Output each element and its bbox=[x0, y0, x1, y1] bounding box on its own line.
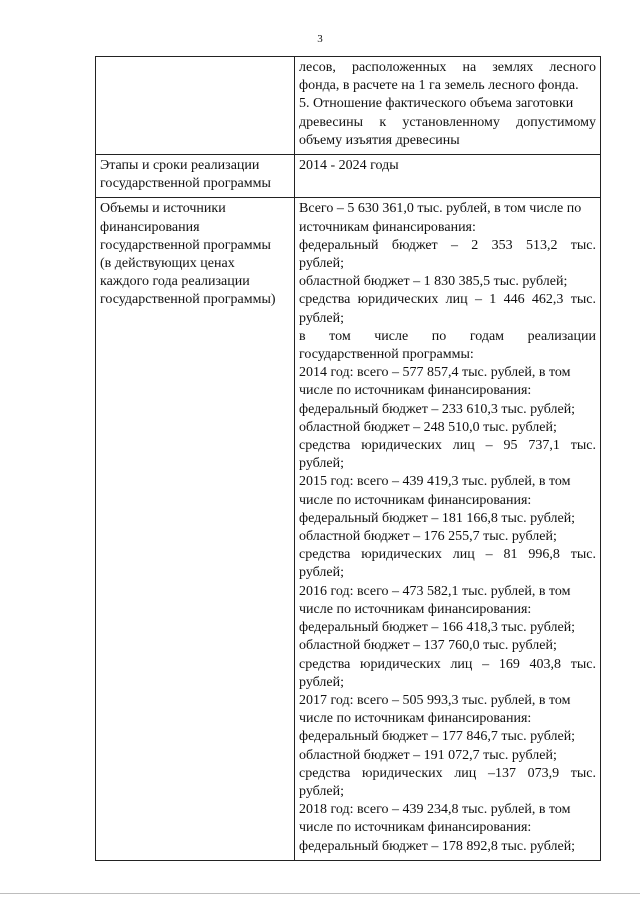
value-line: средства юридических лиц – 81 996,8 тыс. bbox=[299, 547, 596, 563]
value-line: рублей; bbox=[299, 310, 344, 326]
label-line: государственной программы bbox=[100, 237, 271, 253]
value-line: лесов, расположенных на землях лесного bbox=[299, 60, 596, 75]
value-line: в том числе по годам реализации bbox=[299, 328, 596, 344]
row-value-cell bbox=[295, 198, 601, 860]
value-line: рублей; bbox=[299, 565, 344, 581]
value-line: средства юридических лиц – 169 403,8 тыс. bbox=[299, 656, 596, 672]
value-line: 2014 год: всего – 577 857,4 тыс. рублей, в том bbox=[299, 365, 571, 381]
row-value-cell bbox=[295, 57, 601, 155]
value-line: числе по источникам финансирования: bbox=[299, 383, 532, 399]
value-line: числе по источникам финансирования: bbox=[299, 711, 532, 727]
value-line: областной бюджет – 1 830 385,5 тыс. рублей; bbox=[299, 274, 568, 290]
label-line: финансирования bbox=[100, 219, 200, 235]
value-line: федеральный бюджет – 181 166,8 тыс. рублей; bbox=[299, 510, 576, 526]
value-line: средства юридических лиц – 1 446 462,3 тыс. bbox=[299, 292, 596, 308]
value-line: 2016 год: всего – 473 582,1 тыс. рублей, в том bbox=[299, 583, 571, 599]
value-line: древесины к установленному допустимому bbox=[299, 114, 596, 130]
value-line: федеральный бюджет – 233 610,3 тыс. рублей; bbox=[299, 401, 576, 417]
label-line: Объемы и источники bbox=[100, 201, 226, 217]
value-line: числе по источникам финансирования: bbox=[299, 492, 532, 508]
value-line: фонда, в расчете на 1 га земель лесного фонда. bbox=[299, 78, 579, 94]
value-line: федеральный бюджет – 2 353 513,2 тыс. bbox=[299, 237, 596, 253]
value-line: числе по источникам финансирования: bbox=[299, 820, 532, 836]
value-line: федеральный бюджет – 177 846,7 тыс. рублей; bbox=[299, 729, 576, 745]
value-line: 2015 год: всего – 439 419,3 тыс. рублей, в том bbox=[299, 474, 571, 490]
value-line: 2014 - 2024 годы bbox=[299, 158, 399, 174]
row-label-cell bbox=[96, 57, 295, 155]
value-line: областной бюджет – 248 510,0 тыс. рублей; bbox=[299, 419, 557, 435]
value-line: рублей; bbox=[299, 674, 344, 690]
row-label-cell bbox=[96, 155, 295, 198]
table-row bbox=[96, 57, 601, 155]
value-line: 2018 год: всего – 439 234,8 тыс. рублей, в том bbox=[299, 802, 571, 818]
program-passport-table bbox=[95, 56, 601, 861]
value-line: федеральный бюджет – 178 892,8 тыс. рублей; bbox=[299, 838, 576, 854]
label-line: Этапы и сроки реализации bbox=[100, 158, 260, 174]
value-line: рублей; bbox=[299, 256, 344, 272]
value-line: средства юридических лиц –137 073,9 тыс. bbox=[299, 765, 596, 781]
table-row bbox=[96, 155, 601, 198]
value-line: областной бюджет – 191 072,7 тыс. рублей; bbox=[299, 747, 557, 763]
label-line: государственной программы bbox=[100, 176, 271, 192]
value-line: 5. Отношение фактического объема заготовки bbox=[299, 96, 574, 112]
value-line: источникам финансирования: bbox=[299, 219, 476, 235]
value-line: государственной программы: bbox=[299, 347, 474, 363]
value-line: рублей; bbox=[299, 456, 344, 472]
value-line: рублей; bbox=[299, 783, 344, 799]
value-line: областной бюджет – 137 760,0 тыс. рублей; bbox=[299, 638, 557, 654]
value-line: числе по источникам финансирования: bbox=[299, 601, 532, 617]
value-line: федеральный бюджет – 166 418,3 тыс. рублей; bbox=[299, 620, 576, 636]
value-line: областной бюджет – 176 255,7 тыс. рублей; bbox=[299, 529, 557, 545]
label-line: каждого года реализации bbox=[100, 274, 250, 290]
row-label-cell bbox=[96, 198, 295, 860]
row-value-cell bbox=[295, 155, 601, 198]
label-line: (в действующих ценах bbox=[100, 256, 235, 272]
value-line: средства юридических лиц – 95 737,1 тыс. bbox=[299, 438, 596, 454]
scan-edge-line bbox=[0, 893, 640, 894]
label-line: государственной программы) bbox=[100, 292, 276, 308]
value-line: 2017 год: всего – 505 993,3 тыс. рублей, в том bbox=[299, 692, 571, 708]
value-line: Всего – 5 630 361,0 тыс. рублей, в том числе по bbox=[299, 201, 582, 217]
value-line: объему изъятия древесины bbox=[299, 132, 460, 148]
table-row bbox=[96, 198, 601, 860]
page-number: 3 bbox=[317, 33, 323, 45]
